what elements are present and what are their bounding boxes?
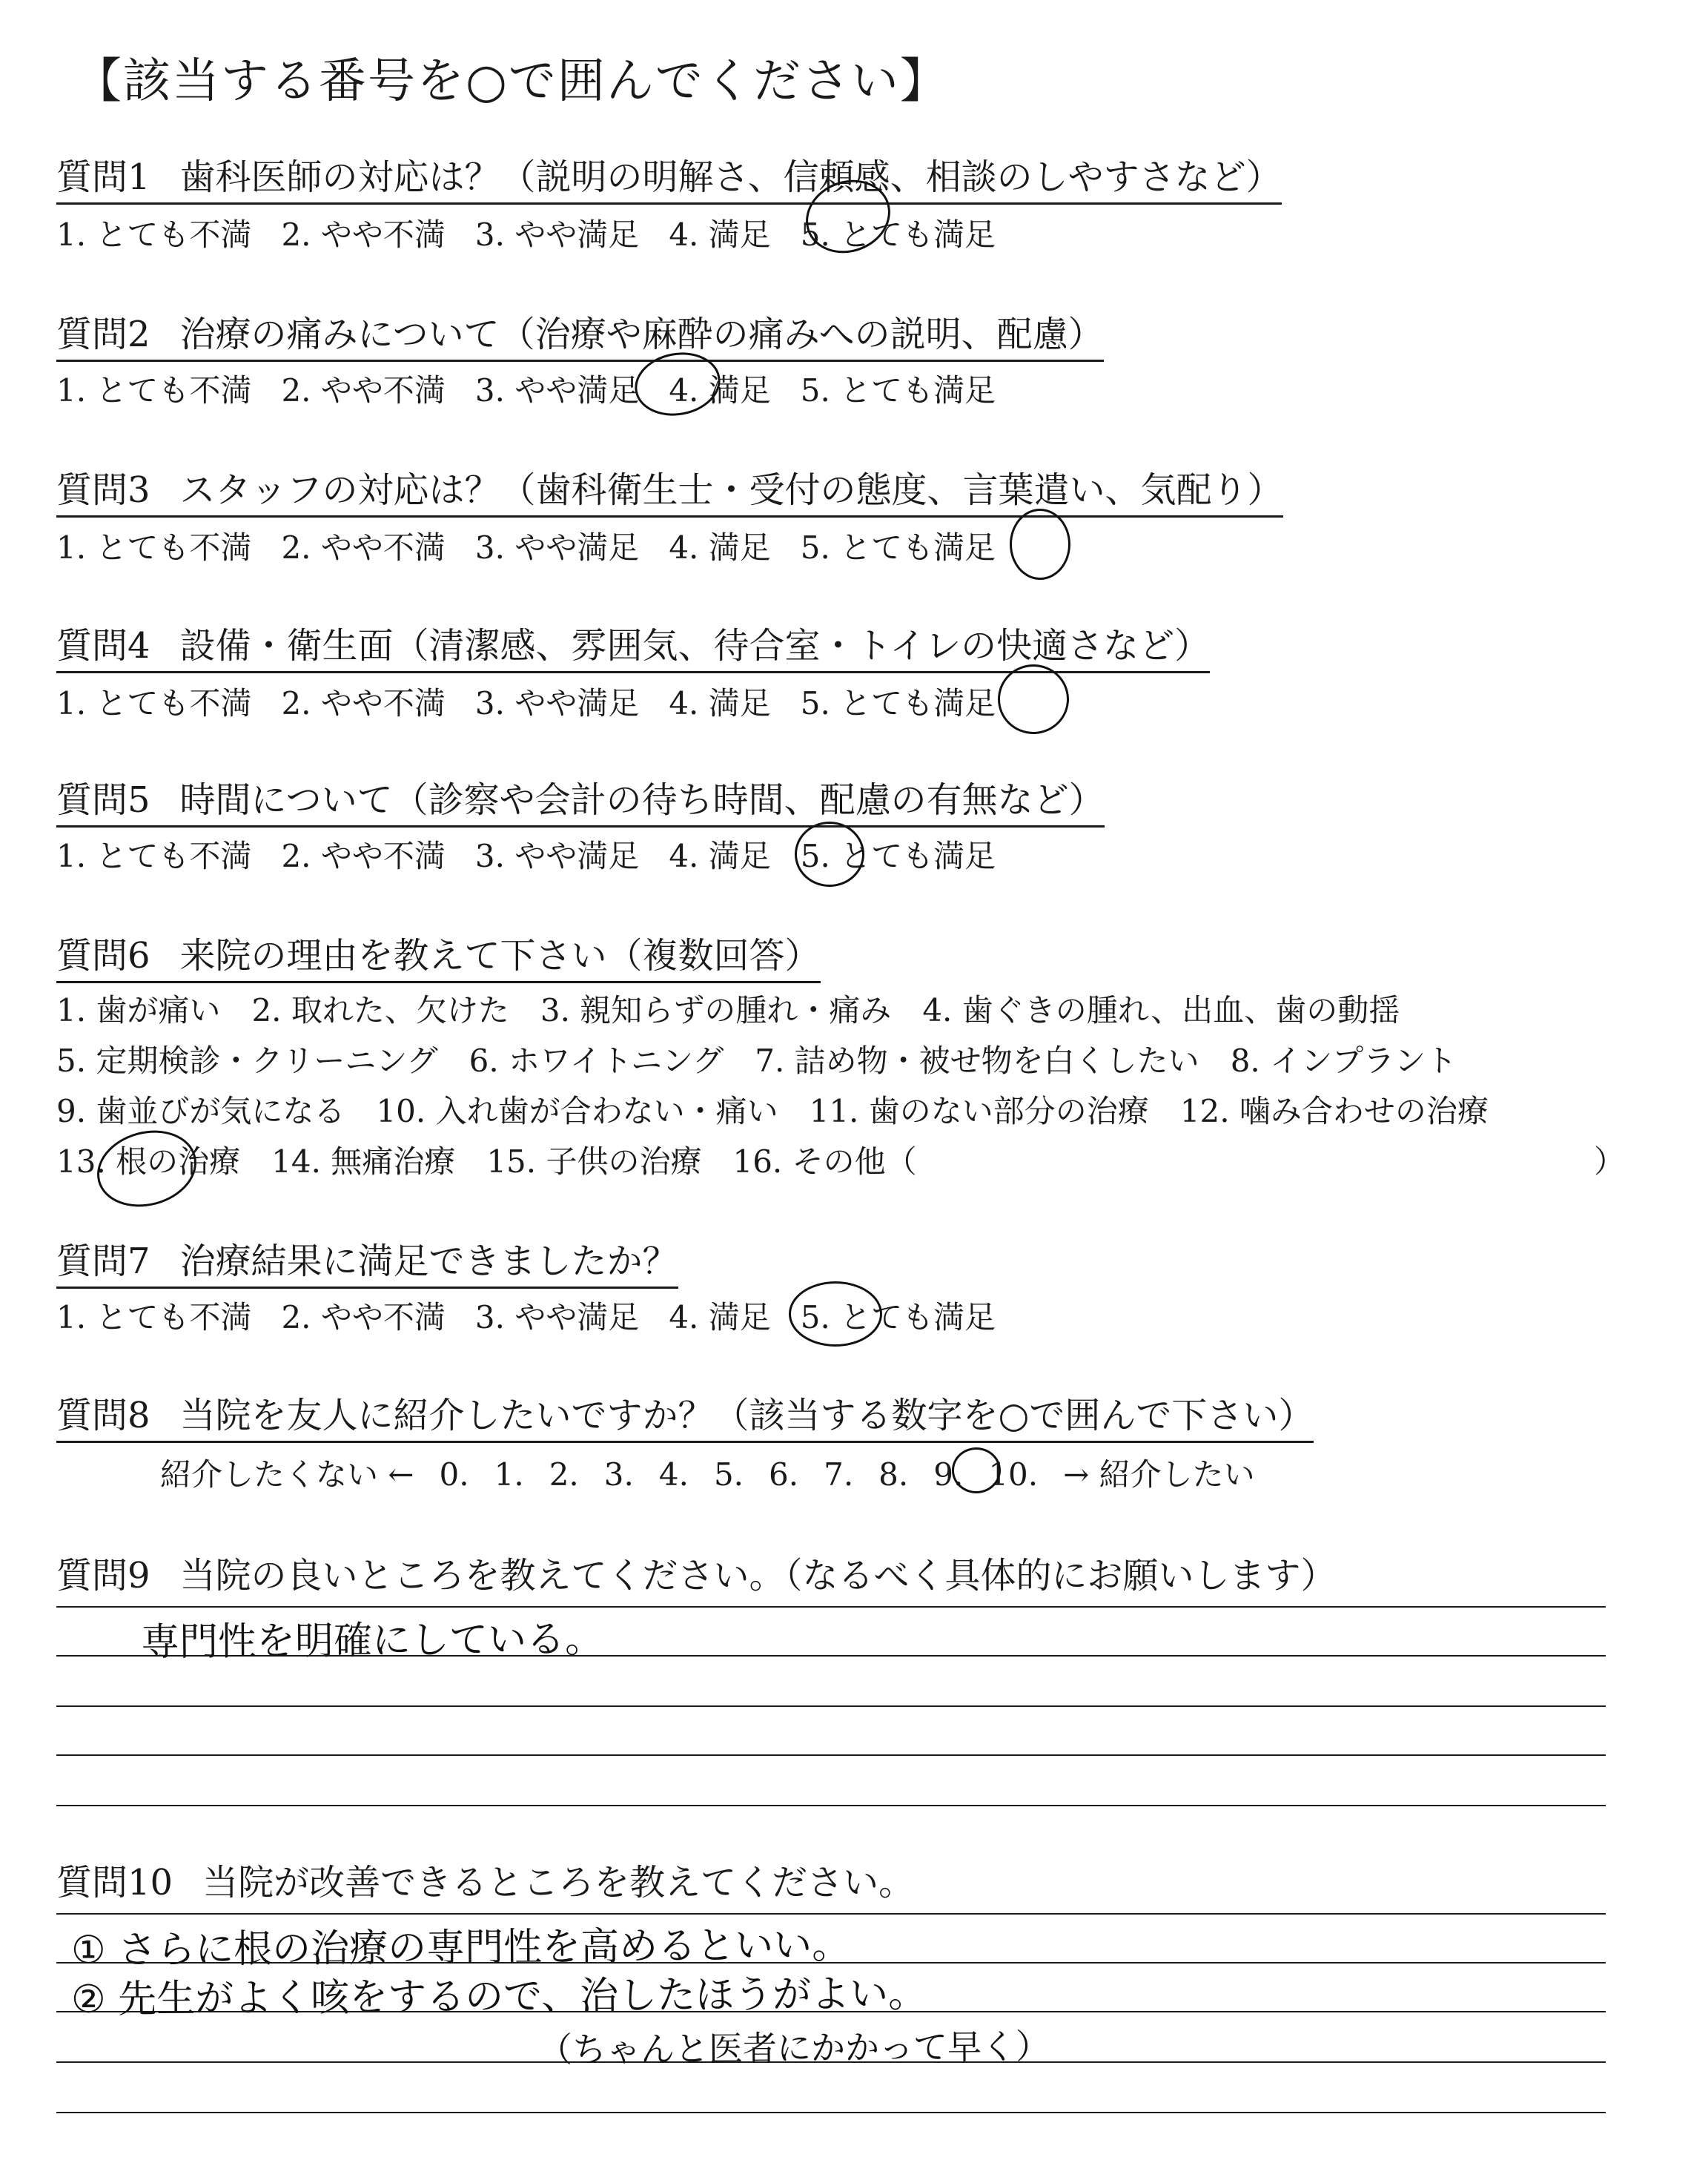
answer-line bbox=[56, 1705, 1606, 1707]
reason-option[interactable]: 2. 取れた、欠けた bbox=[251, 992, 509, 1028]
handwritten-answer-q9: 専門性を明確にしている。 bbox=[140, 1616, 604, 1665]
question-number: 質問6 bbox=[56, 935, 150, 977]
scale-option[interactable]: 8. bbox=[878, 1456, 909, 1493]
question-number: 質問9 bbox=[56, 1555, 150, 1596]
option-5[interactable]: 5. とても満足 bbox=[800, 529, 996, 566]
option-5[interactable]: 5. とても満足 bbox=[800, 1299, 996, 1335]
reason-option[interactable]: 6. ホワイトニング bbox=[469, 1043, 724, 1079]
question-text: 歯科医師の対応は？（説明の明解さ、信頼感、相談のしやすさなど） bbox=[179, 156, 1282, 198]
option-4[interactable]: 4. 満足 bbox=[669, 1299, 771, 1335]
reason-option[interactable]: 14. 無痛治療 bbox=[271, 1143, 456, 1180]
handwritten-answer-q10-note: （ちゃんと医者にかかって早く） bbox=[537, 2026, 1050, 2070]
question-1-title bbox=[56, 148, 1282, 205]
question-text: 治療結果に満足できましたか？ bbox=[179, 1241, 678, 1282]
option-1[interactable]: 1. とても不満 bbox=[56, 529, 252, 566]
option-4[interactable]: 4. 満足 bbox=[669, 685, 771, 721]
question-5-options bbox=[56, 832, 1025, 876]
option-1[interactable]: 1. とても不満 bbox=[56, 838, 252, 874]
option-2[interactable]: 2. やや不満 bbox=[281, 838, 446, 874]
question-text: スタッフの対応は？（歯科衛生士・受付の態度、言葉遣い、気配り） bbox=[179, 469, 1283, 511]
scale-high-label: → 紹介したい bbox=[1063, 1456, 1255, 1493]
reason-row bbox=[56, 1037, 1488, 1081]
scale-option[interactable]: 0. bbox=[439, 1456, 469, 1493]
option-5[interactable]: 5. とても満足 bbox=[800, 217, 996, 253]
selection-circle-q7 bbox=[789, 1281, 882, 1347]
option-2[interactable]: 2. やや不満 bbox=[281, 1299, 446, 1335]
question-number: 質問2 bbox=[56, 314, 150, 355]
option-3[interactable]: 3. やや満足 bbox=[474, 529, 640, 566]
question-text: 治療の痛みについて（治療や麻酔の痛みへの説明、配慮） bbox=[179, 314, 1104, 355]
option-5[interactable]: 5. とても満足 bbox=[800, 838, 996, 874]
option-1[interactable]: 1. とても不満 bbox=[56, 372, 252, 409]
scale-option[interactable]: 4. bbox=[658, 1456, 689, 1493]
option-1[interactable]: 1. とても不満 bbox=[56, 685, 252, 721]
option-1[interactable]: 1. とても不満 bbox=[56, 1299, 252, 1335]
reason-row bbox=[56, 1087, 1520, 1132]
question-6-title bbox=[56, 927, 821, 983]
question-number: 質問8 bbox=[56, 1395, 150, 1436]
option-5[interactable]: 5. とても満足 bbox=[800, 372, 996, 409]
scale-option[interactable]: 6. bbox=[769, 1456, 799, 1493]
question-5-title bbox=[56, 771, 1105, 828]
scale-low-label: 紹介したくない ← bbox=[160, 1456, 414, 1493]
reason-option[interactable]: 1. 歯が痛い bbox=[56, 992, 221, 1028]
option-4[interactable]: 4. 満足 bbox=[669, 372, 771, 409]
option-2[interactable]: 2. やや不満 bbox=[281, 685, 446, 721]
question-number: 質問10 bbox=[56, 1862, 173, 1903]
reason-option[interactable]: 7. 詰め物・被せ物を白くしたい bbox=[755, 1043, 1199, 1079]
scale-option[interactable]: 3. bbox=[603, 1456, 634, 1493]
instruction-heading: 【該当する番号を○で囲んでください】 bbox=[74, 54, 949, 109]
selection-circle-q4 bbox=[998, 664, 1069, 734]
reason-option[interactable]: 13. 根の治療 bbox=[56, 1143, 241, 1180]
option-4[interactable]: 4. 満足 bbox=[669, 217, 771, 253]
handwritten-answer-q10-line1: ① さらに根の治療の専門性を高めるといい。 bbox=[70, 1923, 851, 1973]
reason-option[interactable]: 8. インプラント bbox=[1230, 1043, 1457, 1079]
option-2[interactable]: 2. やや不満 bbox=[281, 372, 446, 409]
question-7-title bbox=[56, 1232, 678, 1289]
question-3-title bbox=[56, 461, 1283, 518]
question-10-title bbox=[56, 1854, 914, 1908]
scale-option[interactable]: 2. bbox=[549, 1456, 579, 1493]
reason-option[interactable]: 4. 歯ぐきの腫れ、出血、歯の動揺 bbox=[922, 992, 1400, 1028]
question-text: 時間について（診察や会計の待ち時間、配慮の有無など） bbox=[179, 779, 1105, 821]
question-number: 質問3 bbox=[56, 469, 150, 511]
option-5[interactable]: 5. とても満足 bbox=[800, 685, 996, 721]
question-2-title bbox=[56, 305, 1104, 362]
answer-line bbox=[56, 1805, 1606, 1806]
question-8-title bbox=[56, 1387, 1314, 1443]
reason-option-other[interactable]: 16. その他（ bbox=[732, 1143, 917, 1180]
option-3[interactable]: 3. やや満足 bbox=[474, 685, 640, 721]
scale-option[interactable]: 10. bbox=[988, 1456, 1039, 1493]
recommend-scale bbox=[160, 1450, 1280, 1495]
other-close-paren: ） bbox=[1594, 1143, 1626, 1180]
reason-option[interactable]: 10. 入れ歯が合わない・痛い bbox=[376, 1093, 778, 1129]
question-number: 質問5 bbox=[56, 779, 150, 821]
question-3-options bbox=[56, 524, 1025, 568]
reason-option[interactable]: 11. 歯のない部分の治療 bbox=[809, 1093, 1149, 1129]
handwritten-answer-q10-line2: ② 先生がよく咳をするので、治したほうがよい。 bbox=[70, 1971, 927, 2023]
option-4[interactable]: 4. 満足 bbox=[669, 529, 771, 566]
scale-option[interactable]: 1. bbox=[494, 1456, 524, 1493]
question-number: 質問4 bbox=[56, 625, 150, 667]
reason-option[interactable]: 3. 親知らずの腫れ・痛み bbox=[540, 992, 892, 1028]
option-3[interactable]: 3. やや満足 bbox=[474, 838, 640, 874]
selection-circle-q3 bbox=[1010, 509, 1070, 580]
answer-line bbox=[56, 1754, 1606, 1756]
answer-line bbox=[56, 1606, 1606, 1608]
answer-line bbox=[56, 2112, 1606, 2113]
selection-circle-q5 bbox=[795, 822, 864, 887]
reason-row bbox=[56, 986, 1431, 1031]
question-text: 設備・衛生面（清潔感、雰囲気、待合室・トイレの快適さなど） bbox=[179, 625, 1211, 667]
question-number: 質問1 bbox=[56, 156, 150, 198]
reason-option[interactable]: 9. 歯並びが気になる bbox=[56, 1093, 345, 1129]
question-text: 当院が改善できるところを教えてください。 bbox=[202, 1862, 915, 1903]
question-4-options bbox=[56, 679, 1025, 724]
question-text: 当院の良いところを教えてください。（なるべく具体的にお願いします） bbox=[179, 1555, 1337, 1596]
scale-option[interactable]: 9. bbox=[933, 1456, 964, 1493]
scale-option[interactable]: 7. bbox=[824, 1456, 854, 1493]
question-text: 来院の理由を教えて下さい（複数回答） bbox=[179, 935, 821, 977]
question-text: 当院を友人に紹介したいですか？（該当する数字を○で囲んで下さい） bbox=[179, 1395, 1314, 1436]
option-3[interactable]: 3. やや満足 bbox=[474, 372, 640, 409]
selection-circle-q6 bbox=[88, 1120, 205, 1218]
selection-circle-q8 bbox=[952, 1447, 1001, 1493]
reason-option[interactable]: 15. 子供の治療 bbox=[486, 1143, 702, 1180]
question-9-title bbox=[56, 1547, 1337, 1601]
option-2[interactable]: 2. やや不満 bbox=[281, 529, 446, 566]
question-number: 質問7 bbox=[56, 1241, 150, 1282]
option-3[interactable]: 3. やや満足 bbox=[474, 1299, 640, 1335]
scale-option[interactable]: 5. bbox=[713, 1456, 744, 1493]
question-2-options bbox=[56, 366, 1025, 411]
option-1[interactable]: 1. とても不満 bbox=[56, 217, 252, 253]
option-2[interactable]: 2. やや不満 bbox=[281, 217, 446, 253]
option-3[interactable]: 3. やや満足 bbox=[474, 217, 640, 253]
reason-option[interactable]: 12. 噛み合わせの治療 bbox=[1179, 1093, 1489, 1129]
reason-option[interactable]: 5. 定期検診・クリーニング bbox=[56, 1043, 438, 1079]
option-4[interactable]: 4. 満足 bbox=[669, 838, 771, 874]
